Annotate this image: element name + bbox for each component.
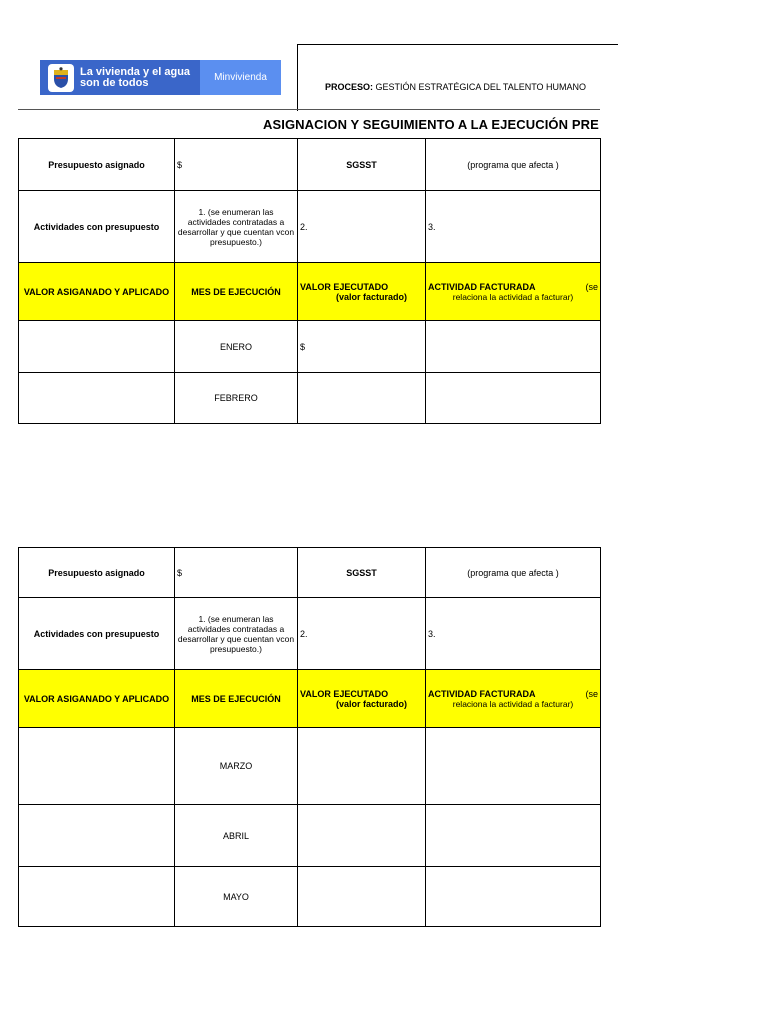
col-valor-asignado: VALOR ASIGANADO Y APLICADO [19, 670, 175, 728]
valor-ejecutado-cell[interactable] [298, 867, 426, 927]
mes-cell: FEBRERO [175, 373, 298, 424]
programa-cell[interactable]: (programa que afecta ) [426, 139, 601, 191]
col-actividad-facturada-se: (se [585, 688, 598, 699]
col-valor-ejecutado-note: (valor facturado) [335, 291, 407, 302]
actividad-facturada-cell[interactable] [426, 867, 601, 927]
table-row [19, 321, 601, 373]
presupuesto-label: Presupuesto asignado [19, 548, 175, 598]
colombia-seal-icon [48, 64, 74, 92]
valor-asignado-cell[interactable] [19, 805, 175, 867]
column-header-row [19, 670, 601, 728]
valor-asignado-cell[interactable] [19, 373, 175, 424]
actividades-row [19, 598, 601, 670]
presupuesto-label: Presupuesto asignado [19, 139, 175, 191]
table-row [19, 805, 601, 867]
minvivienda-logo [40, 60, 281, 95]
actividades-label: Actividades con presupuesto [19, 598, 175, 670]
mes-cell: MARZO [175, 728, 298, 805]
proceso-label: PROCESO: [325, 82, 374, 92]
col-actividad-facturada [426, 263, 601, 321]
table-row [19, 373, 601, 424]
budget-table-2 [18, 547, 601, 927]
col-actividad-facturada-se: (se [585, 281, 598, 292]
col-valor-ejecutado [298, 670, 426, 728]
actividad-3-cell[interactable]: 3. [426, 598, 601, 670]
actividad-3-cell[interactable]: 3. [426, 191, 601, 263]
actividades-row [19, 191, 601, 263]
table-row [19, 728, 601, 805]
presupuesto-value[interactable]: $ [175, 548, 298, 598]
budget-table-1 [18, 138, 601, 424]
col-valor-ejecutado [298, 263, 426, 321]
valor-ejecutado-cell[interactable] [298, 728, 426, 805]
presupuesto-row [19, 139, 601, 191]
proceso-line [325, 82, 586, 92]
col-mes-ejecucion: MES DE EJECUCIÓN [175, 670, 298, 728]
valor-ejecutado-cell[interactable] [298, 373, 426, 424]
mes-cell: MAYO [175, 867, 298, 927]
col-actividad-facturada-note: relaciona la actividad a facturar) [452, 291, 574, 302]
mes-cell: ABRIL [175, 805, 298, 867]
actividades-label: Actividades con presupuesto [19, 191, 175, 263]
actividad-1-cell[interactable]: 1. (se enumeran las actividades contratadas a desarrollar y que cuentan vcon presupuesto.) [175, 191, 298, 263]
page-title: ASIGNACION Y SEGUIMIENTO A LA EJECUCIÓN PRE [263, 117, 599, 132]
actividad-facturada-cell[interactable] [426, 728, 601, 805]
valor-asignado-cell[interactable] [19, 867, 175, 927]
valor-ejecutado-cell[interactable]: $ [298, 321, 426, 373]
header-box [297, 44, 618, 111]
sgsst-cell: SGSST [298, 139, 426, 191]
actividad-facturada-cell[interactable] [426, 805, 601, 867]
col-actividad-facturada-note: relaciona la actividad a facturar) [452, 698, 574, 709]
col-actividad-facturada-title: ACTIVIDAD FACTURADA [428, 688, 536, 699]
logo-brand: Minvivienda [200, 60, 281, 95]
col-valor-asignado: VALOR ASIGANADO Y APLICADO [19, 263, 175, 321]
logo-left-panel [40, 60, 200, 95]
column-header-row [19, 263, 601, 321]
sgsst-cell: SGSST [298, 548, 426, 598]
presupuesto-value[interactable]: $ [175, 139, 298, 191]
col-valor-ejecutado-title: VALOR EJECUTADO [300, 281, 389, 292]
col-mes-ejecucion: MES DE EJECUCIÓN [175, 263, 298, 321]
actividad-2-cell[interactable]: 2. [298, 191, 426, 263]
logo-slogan: La vivienda y el agua son de todos [80, 65, 191, 89]
valor-asignado-cell[interactable] [19, 728, 175, 805]
presupuesto-row [19, 548, 601, 598]
table-row [19, 867, 601, 927]
actividad-2-cell[interactable]: 2. [298, 598, 426, 670]
actividad-facturada-cell[interactable] [426, 321, 601, 373]
col-valor-ejecutado-note: (valor facturado) [335, 698, 407, 709]
actividad-1-cell[interactable]: 1. (se enumeran las actividades contratadas a desarrollar y que cuentan vcon presupuesto.) [175, 598, 298, 670]
actividad-facturada-cell[interactable] [426, 373, 601, 424]
col-actividad-facturada [426, 670, 601, 728]
col-actividad-facturada-title: ACTIVIDAD FACTURADA [428, 281, 536, 292]
mes-cell: ENERO [175, 321, 298, 373]
programa-cell[interactable]: (programa que afecta ) [426, 548, 601, 598]
valor-ejecutado-cell[interactable] [298, 805, 426, 867]
header-divider [18, 109, 600, 110]
col-valor-ejecutado-title: VALOR EJECUTADO [300, 688, 389, 699]
valor-asignado-cell[interactable] [19, 321, 175, 373]
proceso-value: GESTIÓN ESTRATÉGICA DEL TALENTO HUMANO [373, 82, 587, 92]
